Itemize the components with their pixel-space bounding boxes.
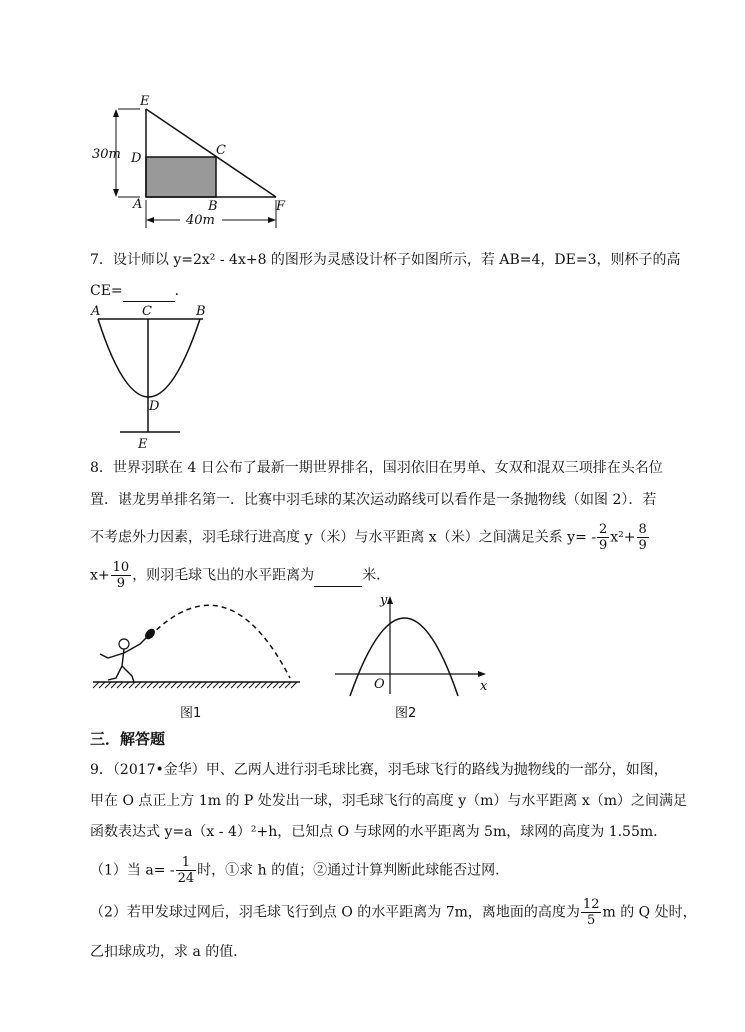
q9-part1-b: 时，①求 h 的值；②通过计算判断此球能否过网．: [197, 862, 510, 879]
q8-line4-a: x+: [90, 567, 110, 584]
cup-label-e: E: [138, 437, 148, 452]
q9-line3: 函数表达式 y=a（x - 4）²+h，已知点 O 与球网的水平距离为 5m，球网的高度为 1.55m．: [90, 824, 668, 840]
q9-part2-line2: 乙扣球成功，求 a 的值．: [90, 944, 248, 960]
q9-line1: 9．（2017•金华）甲、乙两人进行羽毛球比赛，羽毛球飞行的路线为抛物线的一部分，如图，: [90, 762, 668, 778]
label-a: A: [133, 197, 143, 212]
fraction-8-9: $\frac{8}{9}$: [638, 522, 647, 553]
q9-part1: [90, 855, 509, 886]
q8-line3-b: x²+: [610, 529, 636, 546]
graph-label-y: y: [380, 593, 388, 608]
figure-rectangle-triangle: [88, 88, 298, 238]
caption-fig2: 图2: [395, 706, 417, 721]
fraction-1-24: $\frac{1}{24}$: [177, 855, 195, 886]
q7-line2-suffix: ．: [174, 283, 189, 299]
cup-label-d: D: [149, 399, 160, 414]
q8-answer-blank[interactable]: [314, 566, 362, 587]
graph-label-x: x: [480, 679, 488, 694]
q8-line2: 置．谌龙男单排名第一．比赛中羽毛球的某次运动路线可以看作是一条抛物线（如图 2）．若: [90, 492, 657, 508]
q8-line3-a: 不考虑外力因素，羽毛球行进高度 y（米）与水平距离 x（米）之间满足关系 y= -: [90, 529, 596, 546]
fraction-2-9: $\frac{2}{9}$: [598, 522, 608, 553]
section-title: 三．解答题: [90, 730, 166, 748]
label-height: 30m: [92, 147, 121, 162]
q7-line2: [90, 281, 189, 302]
cup-label-b: B: [196, 304, 206, 319]
label-b: B: [208, 199, 218, 214]
fraction-12-5: $\frac{12}{5}$: [582, 897, 600, 928]
q8-line1: 8．世界羽联在 4 日公布了最新一期世界排名，国羽依旧在男单、女双和混双三项排在头名位: [90, 460, 663, 476]
cup-label-a: A: [91, 304, 101, 319]
q8-line3: [90, 522, 650, 553]
player-body: [100, 638, 146, 682]
label-c: C: [216, 143, 226, 158]
figure-badminton-player: [88, 598, 303, 693]
q7-line2-prefix: CE=: [90, 283, 123, 299]
q9-part2: [90, 897, 697, 928]
q8-line4-b: ，则羽毛球飞出的水平距离为: [132, 567, 315, 584]
q9-part2-b: m 的 Q 处时，: [602, 904, 697, 921]
parabola-curve: [98, 319, 200, 397]
ground-hatching: [93, 682, 297, 688]
q8-line4-c: 米．: [362, 567, 391, 584]
figure-cup-parabola: [88, 300, 208, 452]
label-f: F: [276, 199, 286, 214]
shuttle-trajectory: [150, 605, 290, 678]
label-e: E: [140, 94, 150, 109]
q9-part1-a: （1）当 a= -: [90, 862, 175, 879]
player-head: [119, 639, 129, 649]
q9-line2: 甲在 O 点正上方 1m 的 P 处发出一球，羽毛球飞行的高度 y（m）与水平距离 x（m）之间满足: [90, 793, 688, 809]
cup-label-c: C: [142, 304, 152, 319]
fraction-10-9: $\frac{10}{9}$: [112, 560, 130, 591]
graph-label-o: O: [374, 677, 385, 692]
figure-parabola-graph: [330, 590, 495, 700]
caption-fig1: 图1: [180, 706, 202, 721]
shaded-rectangle: [146, 157, 216, 197]
parabola-graph-curve: [350, 618, 458, 696]
q7-answer-blank[interactable]: [123, 281, 175, 302]
label-width: 40m: [186, 213, 215, 228]
label-d: D: [131, 151, 142, 166]
q7-line1: 7．设计师以 y=2x² - 4x+8 的图形为灵感设计杯子如图所示，若 AB=4，DE=3，则杯子的高: [90, 252, 681, 268]
q8-line4: [90, 560, 390, 591]
q9-part2-a: （2）若甲发球过网后，羽毛球飞行到点 O 的水平距离为 7m，离地面的高度为: [90, 904, 580, 921]
